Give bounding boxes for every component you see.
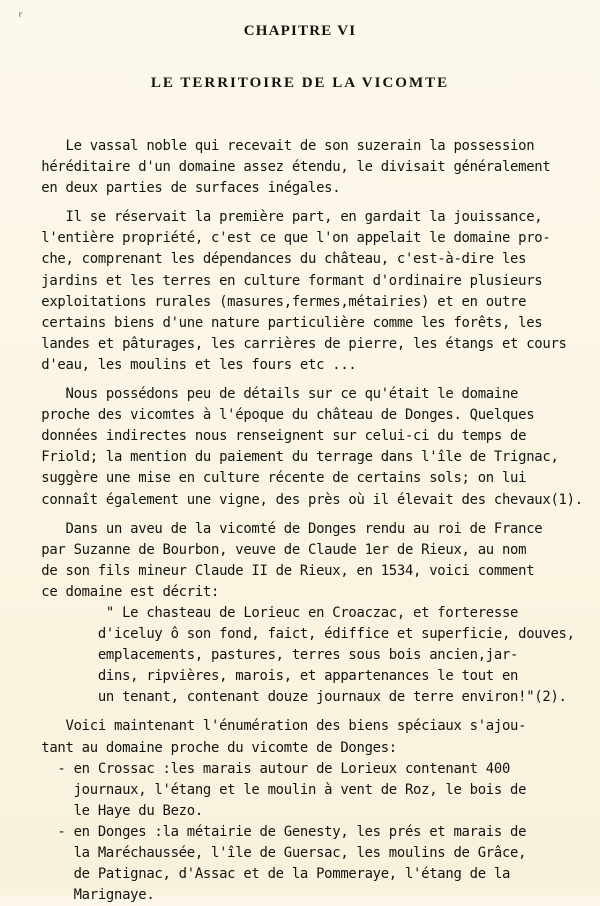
paragraph xyxy=(17,716,600,906)
paragraph-gap xyxy=(17,708,600,716)
text-line: de son fils mineur Claude II de Rieux, en 1534, voici comment xyxy=(17,562,535,579)
text-line: un tenant, contenant douze journaux de terre environ!"(2). xyxy=(17,689,567,706)
paragraph xyxy=(17,136,600,199)
text-line: connaît également une vigne, des près où il élevait des chevaux(1). xyxy=(17,491,583,508)
text-line: jardins et les terres en culture formant d'ordinaire plusieurs xyxy=(17,272,543,289)
paragraph-gap xyxy=(17,376,600,384)
text-line: dins, ripvières, marois, et appartenances le tout en xyxy=(17,668,519,685)
text-line: par Suzanne de Bourbon, veuve de Claude 1er de Rieux, au nom xyxy=(17,541,527,558)
text-line: héréditaire d'un domaine assez étendu, le divisait généralement xyxy=(17,159,551,176)
chapter-title: LE TERRITOIRE DE LA VICOMTE xyxy=(150,75,450,91)
paragraph-gap xyxy=(17,511,600,519)
text-line: Nous possédons peu de détails sur ce qu'était le domaine xyxy=(17,386,519,403)
margin-mark: r xyxy=(18,10,23,19)
text-line: - en Crossac :les marais autour de Lorieux contenant 400 xyxy=(17,760,511,777)
text-line: en deux parties de surfaces inégales. xyxy=(17,180,341,197)
paragraph-gap xyxy=(17,199,600,207)
text-line: d'iceluy ô son fond, faict, édiffice et superficie, douves, xyxy=(17,626,575,643)
text-line: - en Donges :la métairie de Genesty, les prés et marais de xyxy=(17,823,527,840)
text-line: " Le chasteau de Lorieuc en Croaczac, et forteresse xyxy=(17,604,519,621)
text-line: la Maréchaussée, l'île de Guersac, les moulins de Grâce, xyxy=(17,845,527,861)
paragraph xyxy=(17,519,600,709)
paragraph xyxy=(17,384,600,511)
text-line: données indirectes nous renseignent sur celui-ci du temps de xyxy=(17,428,527,445)
text-line: l'entière propriété, c'est ce que l'on appelait le domaine pro- xyxy=(17,230,551,247)
text-line: che, comprenant les dépendances du château, c'est-à-dire les xyxy=(17,251,527,268)
text-line: Le vassal noble qui recevait de son suzerain la possession xyxy=(17,138,535,154)
text-line: Il se réservait la première part, en gardait la jouissance, xyxy=(17,209,543,226)
text-line: suggère une mise en culture récente de certains sols; on lui xyxy=(17,470,527,487)
text-line: ce domaine est décrit: xyxy=(17,583,220,600)
text-line: emplacements, pastures, terres sous bois ancien,jar- xyxy=(17,647,519,664)
text-line: Voici maintenant l'énumération des biens spéciaux s'ajou- xyxy=(17,718,527,735)
text-line: de Patignac, d'Assac et de la Pommeraye, l'étang de la xyxy=(17,866,511,883)
text-line: le Haye du Bezo. xyxy=(17,802,203,819)
text-line: tant au domaine proche du vicomte de Donges: xyxy=(17,739,397,756)
document-body xyxy=(17,136,600,906)
chapter-heading: CHAPITRE VI xyxy=(243,23,357,39)
text-line: landes et pâturages, les carrières de pierre, les étangs et cours xyxy=(17,335,567,352)
text-line: proche des vicomtes à l'époque du château de Donges. Quelques xyxy=(17,407,535,424)
text-line: Friold; la mention du paiement du terrage dans l'île de Trignac, xyxy=(17,449,559,466)
paragraph xyxy=(17,207,600,376)
text-line: certains biens d'une nature particulière comme les forêts, les xyxy=(17,314,543,331)
text-line: Dans un aveu de la vicomté de Donges rendu au roi de France xyxy=(17,520,543,537)
text-line: exploitations rurales (masures,fermes,métairies) et en outre xyxy=(17,293,527,310)
text-line: d'eau, les moulins et les fours etc ... xyxy=(17,356,357,373)
text-line: journaux, l'étang et le moulin à vent de Roz, le bois de xyxy=(17,781,527,798)
text-line: Marignaye. xyxy=(17,887,155,904)
